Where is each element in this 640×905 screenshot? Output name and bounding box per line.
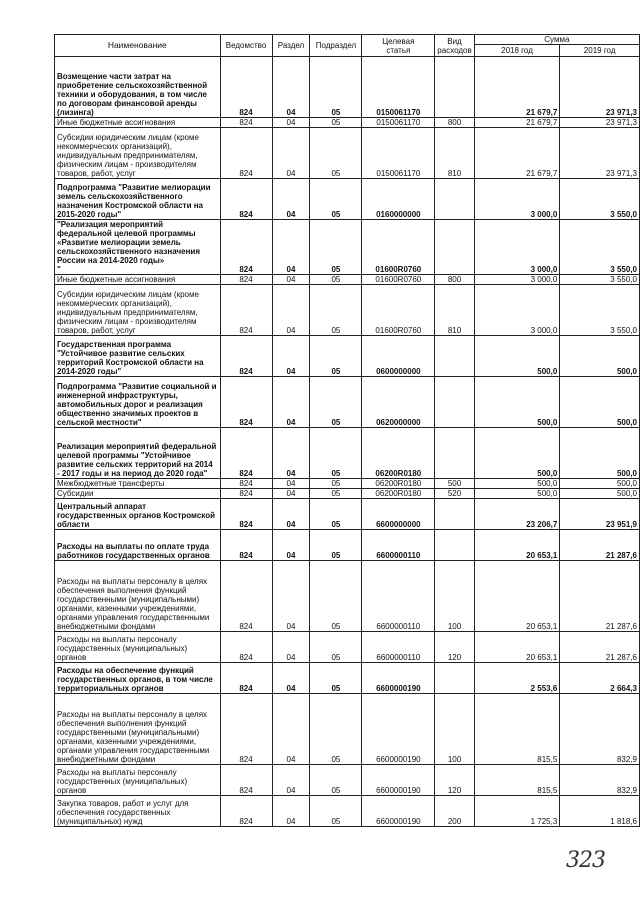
row-target: 0150061170 <box>362 118 435 128</box>
row-name: Иные бюджетные ассигнования <box>55 118 221 128</box>
col-header-exptype: Вид расходов <box>435 35 474 57</box>
row-name: Возмещение части затрат на приобретение сельскохозяйственной техники и оборудования, в том числе по договорам финансовой аренды (лизинга) <box>55 57 221 118</box>
table-row <box>55 377 640 428</box>
row-section: 04 <box>272 220 310 275</box>
table-row <box>55 663 640 694</box>
table-row <box>55 489 640 499</box>
row-subsection: 05 <box>310 530 362 561</box>
row-type: 520 <box>435 489 474 499</box>
row-amount-2018: 3 000,0 <box>474 220 560 275</box>
row-type <box>435 377 474 428</box>
row-target: 6600000190 <box>362 765 435 796</box>
row-target: 01600R0760 <box>362 220 435 275</box>
row-subsection: 05 <box>310 179 362 220</box>
row-target: 6600000190 <box>362 796 435 827</box>
row-amount-2018: 500,0 <box>474 336 560 377</box>
row-amount-2018: 3 000,0 <box>474 285 560 336</box>
row-type: 500 <box>435 479 474 489</box>
row-subsection: 05 <box>310 118 362 128</box>
row-subsection: 05 <box>310 561 362 632</box>
col-header-2018: 2018 год <box>474 45 560 57</box>
row-amount-2018: 500,0 <box>474 428 560 479</box>
row-dept: 824 <box>220 377 272 428</box>
row-type: 200 <box>435 796 474 827</box>
row-section: 04 <box>272 118 310 128</box>
row-dept: 824 <box>220 663 272 694</box>
row-name: Расходы на выплаты персоналу государственных (муниципальных) органов <box>55 632 221 663</box>
row-name: Центральный аппарат государственных органов Костромской области <box>55 499 221 530</box>
budget-table <box>54 34 640 827</box>
table-row <box>55 499 640 530</box>
row-dept: 824 <box>220 694 272 765</box>
row-amount-2019: 500,0 <box>560 336 640 377</box>
row-name: Реализация мероприятий федеральной целевой программы "Устойчивое развитие сельских территорий на 2014 - 2017 годы и на период до 2020 года" <box>55 428 221 479</box>
row-type: 120 <box>435 765 474 796</box>
table-row <box>55 57 640 118</box>
row-section: 04 <box>272 632 310 663</box>
row-section: 04 <box>272 428 310 479</box>
row-name: Расходы на выплаты персоналу в целях обеспечения выполнения функций государственными (муниципальными) органами, казенными учреждениями, органами управления государственными внебюджетными фондами <box>55 561 221 632</box>
row-type <box>435 336 474 377</box>
row-amount-2018: 20 653,1 <box>474 530 560 561</box>
row-amount-2018: 1 725,3 <box>474 796 560 827</box>
row-dept: 824 <box>220 765 272 796</box>
row-section: 04 <box>272 530 310 561</box>
row-amount-2019: 500,0 <box>560 489 640 499</box>
row-type: 810 <box>435 285 474 336</box>
row-subsection: 05 <box>310 336 362 377</box>
row-amount-2019: 23 971,3 <box>560 118 640 128</box>
col-header-amount: Сумма <box>474 35 639 45</box>
row-dept: 824 <box>220 275 272 285</box>
table-row <box>55 561 640 632</box>
row-subsection: 05 <box>310 479 362 489</box>
row-target: 01600R0760 <box>362 285 435 336</box>
row-section: 04 <box>272 489 310 499</box>
row-target: 0150061170 <box>362 57 435 118</box>
row-section: 04 <box>272 479 310 489</box>
row-amount-2018: 20 653,1 <box>474 561 560 632</box>
row-type <box>435 499 474 530</box>
row-amount-2019: 500,0 <box>560 479 640 489</box>
col-header-section: Раздел <box>272 35 310 57</box>
row-section: 04 <box>272 275 310 285</box>
row-amount-2018: 2 553,6 <box>474 663 560 694</box>
row-subsection: 05 <box>310 128 362 179</box>
row-amount-2019: 23 951,9 <box>560 499 640 530</box>
table-row <box>55 285 640 336</box>
table-row <box>55 479 640 489</box>
row-name: Иные бюджетные ассигнования <box>55 275 221 285</box>
row-amount-2019: 1 818,6 <box>560 796 640 827</box>
table-row <box>55 796 640 827</box>
table-row <box>55 179 640 220</box>
row-amount-2018: 815,5 <box>474 694 560 765</box>
row-amount-2019: 21 287,6 <box>560 632 640 663</box>
table-row <box>55 128 640 179</box>
row-dept: 824 <box>220 561 272 632</box>
row-name: Межбюджетные трансферты <box>55 479 221 489</box>
row-dept: 824 <box>220 489 272 499</box>
row-amount-2019: 3 550,0 <box>560 285 640 336</box>
row-section: 04 <box>272 663 310 694</box>
row-type: 120 <box>435 632 474 663</box>
row-target: 06200R0180 <box>362 428 435 479</box>
row-amount-2018: 815,5 <box>474 765 560 796</box>
row-name: Субсидии <box>55 489 221 499</box>
header-row-top <box>55 35 640 45</box>
row-target: 6600000110 <box>362 530 435 561</box>
row-target: 6600000000 <box>362 499 435 530</box>
row-type <box>435 663 474 694</box>
row-dept: 824 <box>220 336 272 377</box>
row-target: 01600R0760 <box>362 275 435 285</box>
row-target: 0600000000 <box>362 336 435 377</box>
row-amount-2018: 21 679,7 <box>474 57 560 118</box>
row-subsection: 05 <box>310 220 362 275</box>
row-amount-2018: 500,0 <box>474 489 560 499</box>
row-dept: 824 <box>220 128 272 179</box>
table-row <box>55 428 640 479</box>
row-target: 6600000190 <box>362 663 435 694</box>
row-amount-2019: 3 550,0 <box>560 220 640 275</box>
row-amount-2019: 500,0 <box>560 377 640 428</box>
row-dept: 824 <box>220 479 272 489</box>
row-section: 04 <box>272 499 310 530</box>
row-dept: 824 <box>220 632 272 663</box>
row-subsection: 05 <box>310 489 362 499</box>
row-target: 06200R0180 <box>362 479 435 489</box>
row-subsection: 05 <box>310 663 362 694</box>
row-type <box>435 57 474 118</box>
row-subsection: 05 <box>310 765 362 796</box>
row-amount-2018: 500,0 <box>474 479 560 489</box>
row-amount-2018: 21 679,7 <box>474 128 560 179</box>
table-body <box>55 57 640 827</box>
table-row <box>55 694 640 765</box>
row-name: Подпрограмма "Развитие социальной и инженерной инфраструктуры, автомобильных дорог и реализация общественно значимых проектов в сельской местности" <box>55 377 221 428</box>
row-dept: 824 <box>220 179 272 220</box>
col-header-dept: Ведомство <box>220 35 272 57</box>
row-subsection: 05 <box>310 694 362 765</box>
row-subsection: 05 <box>310 377 362 428</box>
row-dept: 824 <box>220 499 272 530</box>
row-type <box>435 220 474 275</box>
row-section: 04 <box>272 561 310 632</box>
row-subsection: 05 <box>310 57 362 118</box>
table-row <box>55 220 640 275</box>
row-dept: 824 <box>220 285 272 336</box>
row-name: Расходы на выплаты персоналу государственных (муниципальных) органов <box>55 765 221 796</box>
row-target: 6600000190 <box>362 694 435 765</box>
table-row <box>55 275 640 285</box>
table-row <box>55 632 640 663</box>
col-header-2019: 2019 год <box>560 45 640 57</box>
row-subsection: 05 <box>310 275 362 285</box>
row-amount-2019: 21 287,6 <box>560 561 640 632</box>
row-amount-2018: 3 000,0 <box>474 275 560 285</box>
table-row <box>55 336 640 377</box>
row-section: 04 <box>272 57 310 118</box>
row-target: 6600000110 <box>362 632 435 663</box>
row-dept: 824 <box>220 428 272 479</box>
row-name: Субсидии юридическим лицам (кроме некоммерческих организаций), индивидуальным предпринимателям, физическим лицам - производителям товаров, работ, услуг <box>55 285 221 336</box>
row-type <box>435 179 474 220</box>
row-dept: 824 <box>220 530 272 561</box>
col-header-name: Наименование <box>55 35 221 57</box>
row-amount-2019: 500,0 <box>560 428 640 479</box>
row-type: 100 <box>435 561 474 632</box>
col-header-subsection: Подраздел <box>310 35 362 57</box>
row-name: Расходы на обеспечение функций государственных органов, в том числе территориальных органов <box>55 663 221 694</box>
row-type: 100 <box>435 694 474 765</box>
row-dept: 824 <box>220 118 272 128</box>
row-amount-2019: 21 287,6 <box>560 530 640 561</box>
row-amount-2019: 3 550,0 <box>560 275 640 285</box>
row-dept: 824 <box>220 796 272 827</box>
row-target: 6600000110 <box>362 561 435 632</box>
row-subsection: 05 <box>310 285 362 336</box>
row-name: Государственная программа "Устойчивое развитие сельских территорий Костромской области на 2014-2020 годы" <box>55 336 221 377</box>
row-section: 04 <box>272 128 310 179</box>
row-section: 04 <box>272 377 310 428</box>
row-amount-2018: 21 679,7 <box>474 118 560 128</box>
row-type: 800 <box>435 118 474 128</box>
row-target: 0150061170 <box>362 128 435 179</box>
table-row <box>55 765 640 796</box>
row-target: 0620000000 <box>362 377 435 428</box>
row-dept: 824 <box>220 57 272 118</box>
row-section: 04 <box>272 336 310 377</box>
row-amount-2019: 3 550,0 <box>560 179 640 220</box>
row-amount-2019: 2 664,3 <box>560 663 640 694</box>
row-type <box>435 530 474 561</box>
row-amount-2019: 832,9 <box>560 694 640 765</box>
row-section: 04 <box>272 765 310 796</box>
row-target: 0160000000 <box>362 179 435 220</box>
row-amount-2018: 3 000,0 <box>474 179 560 220</box>
row-section: 04 <box>272 796 310 827</box>
table-row <box>55 530 640 561</box>
row-type: 800 <box>435 275 474 285</box>
row-amount-2018: 23 206,7 <box>474 499 560 530</box>
row-target: 06200R0180 <box>362 489 435 499</box>
row-name: Расходы на выплаты по оплате труда работников государственных органов <box>55 530 221 561</box>
row-section: 04 <box>272 179 310 220</box>
row-subsection: 05 <box>310 796 362 827</box>
page-number: 323 <box>566 848 605 873</box>
col-header-target: Целевая статья <box>362 35 435 57</box>
row-amount-2019: 832,9 <box>560 765 640 796</box>
row-type: 810 <box>435 128 474 179</box>
row-amount-2018: 20 653,1 <box>474 632 560 663</box>
row-amount-2019: 23 971,3 <box>560 57 640 118</box>
row-section: 04 <box>272 694 310 765</box>
row-amount-2018: 500,0 <box>474 377 560 428</box>
row-section: 04 <box>272 285 310 336</box>
row-name: Субсидии юридическим лицам (кроме некоммерческих организаций), индивидуальным предпринимателям, физическим лицам - производителям товаров, работ, услуг <box>55 128 221 179</box>
row-amount-2019: 23 971,3 <box>560 128 640 179</box>
row-dept: 824 <box>220 220 272 275</box>
row-type <box>435 428 474 479</box>
row-subsection: 05 <box>310 632 362 663</box>
row-subsection: 05 <box>310 499 362 530</box>
row-name: Подпрограмма "Развитие мелиорации земель сельскохозяйственного назначения Костромской области на 2015-2020 годы" <box>55 179 221 220</box>
row-subsection: 05 <box>310 428 362 479</box>
table-row <box>55 118 640 128</box>
row-name: "Реализация мероприятий федеральной целевой программы «Развитие мелиорации земель сельскохозяйственного назначения России на 2014-2020 годы» " <box>55 220 221 275</box>
row-name: Расходы на выплаты персоналу в целях обеспечения выполнения функций государственными (муниципальными) органами, казенными учреждениями, органами управления государственными внебюджетными фондами <box>55 694 221 765</box>
row-name: Закупка товаров, работ и услуг для обеспечения государственных (муниципальных) нужд <box>55 796 221 827</box>
